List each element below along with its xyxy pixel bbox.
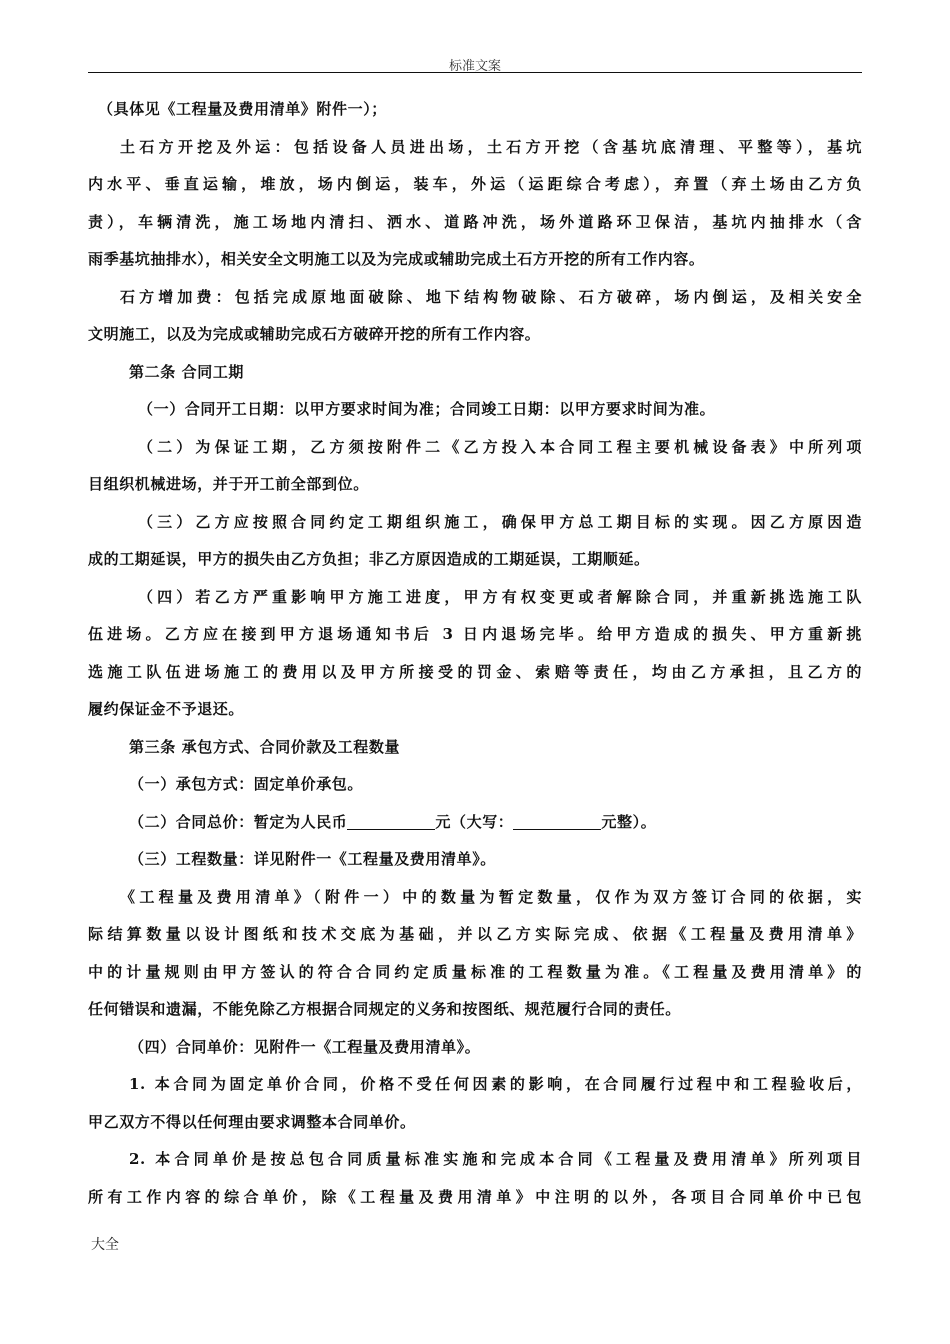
text-line: 《工程量及费用清单》（附件一）中的数量为暂定数量，仅作为双方签订合同的依据，实 bbox=[120, 887, 862, 906]
text-line: 际结算数量以设计图纸和技术交底为基础，并以乙方实际完成、依据《工程量及费用清单》 bbox=[88, 925, 862, 943]
text-line: 中的计量规则由甲方签认的符合合同约定质量标准的工程数量为准。《工程量及费用清单》的 bbox=[88, 962, 862, 981]
text-line: （四）若乙方严重影响甲方施工进度，甲方有权变更或者解除合同，并重新挑选施工队 bbox=[138, 587, 862, 606]
text-line: （三）乙方应按照合同约定工期组织施工，确保甲方总工期目标的实现。因乙方原因造 bbox=[138, 512, 862, 531]
text-line: 选施工队伍进场施工的费用以及甲方所接受的罚金、索赔等责任，均由乙方承担，且乙方的 bbox=[88, 662, 862, 681]
section-heading: 第三条 承包方式、合同价款及工程数量 bbox=[129, 737, 401, 756]
text-line: 成的工期延误，甲方的损失由乙方负担；非乙方原因造成的工期延误，工期顺延。 bbox=[88, 550, 650, 568]
text-line: 任何错误和遗漏，不能免除乙方根据合同规定的义务和按图纸、规范履行合同的责任。 bbox=[88, 1000, 681, 1018]
text-line: （二）为保证工期，乙方须按附件二《乙方投入本合同工程主要机械设备表》中所列项 bbox=[138, 437, 862, 456]
text-line: 内水平、垂直运输，堆放，场内倒运，装车，外运（运距综合考虑），弃置（弃土场由乙方负 bbox=[88, 175, 862, 193]
amount-words-blank bbox=[513, 813, 601, 830]
amount-words-label: 元（大写： bbox=[435, 812, 514, 831]
page-footer-text: 大全 bbox=[91, 1237, 119, 1253]
text-line: 文明施工，以及为完成或辅助完成石方破碎开挖的所有工作内容。 bbox=[88, 325, 541, 343]
text-line: （一）合同开工日期：以甲方要求时间为准；合同竣工日期：以甲方要求时间为准。 bbox=[138, 400, 716, 418]
text-line: 甲乙双方不得以任何理由要求调整本合同单价。 bbox=[88, 1112, 416, 1131]
header-rule bbox=[88, 72, 862, 73]
text-line: （一）承包方式：固定单价承包。 bbox=[129, 775, 364, 793]
section-heading: 第二条 合同工期 bbox=[129, 362, 245, 381]
text-line: 所有工作内容的综合单价，除《工程量及费用清单》中注明的以外，各项目合同单价中已包 bbox=[88, 1187, 862, 1206]
text-line: 2. 本合同单价是按总包合同质量标准实施和完成本合同《工程量及费用清单》所列项目 bbox=[129, 1150, 862, 1168]
text-line: 1. 本合同为固定单价合同，价格不受任何因素的影响，在合同履行过程中和工程验收后， bbox=[129, 1075, 862, 1093]
text-line: 石方增加费：包括完成原地面破除、地下结构物破除、石方破碎，场内倒运，及相关安全 bbox=[120, 287, 862, 306]
document-body bbox=[88, 91, 862, 1216]
contract-total-label: （二）合同总价：暂定为人民币 bbox=[129, 812, 348, 831]
text-line: 雨季基坑抽排水），相关安全文明施工以及为完成或辅助完成土石方开挖的所有工作内容。 bbox=[88, 250, 705, 268]
amount-suffix: 元整）。 bbox=[601, 812, 657, 831]
text-line: 伍进场。乙方应在接到甲方退场通知书后 3 日内退场完毕。给甲方造成的损失、甲方重新挑 bbox=[88, 625, 862, 643]
text-line: 责），车辆清洗，施工场地内清扫、洒水、道路冲洗，场外道路环卫保洁，基坑内抽排水（含 bbox=[88, 212, 862, 231]
text-line: （三）工程数量：详见附件一《工程量及费用清单》。 bbox=[129, 850, 496, 868]
text-line: 履约保证金不予退还。 bbox=[88, 700, 245, 718]
page-header-title: 标准文案 bbox=[448, 59, 501, 74]
text-line: 土石方开挖及外运：包括设备人员进出场，土石方开挖（含基坑底清理、平整等），基坑 bbox=[120, 137, 862, 156]
amount-blank bbox=[347, 813, 435, 830]
text-line: 目组织机械进场，并于开工前全部到位。 bbox=[88, 475, 369, 493]
text-line: （具体见《工程量及费用清单》附件一）； bbox=[98, 100, 387, 118]
text-line: （四）合同单价：见附件一《工程量及费用清单》。 bbox=[129, 1037, 481, 1056]
contract-total-line bbox=[88, 804, 862, 842]
